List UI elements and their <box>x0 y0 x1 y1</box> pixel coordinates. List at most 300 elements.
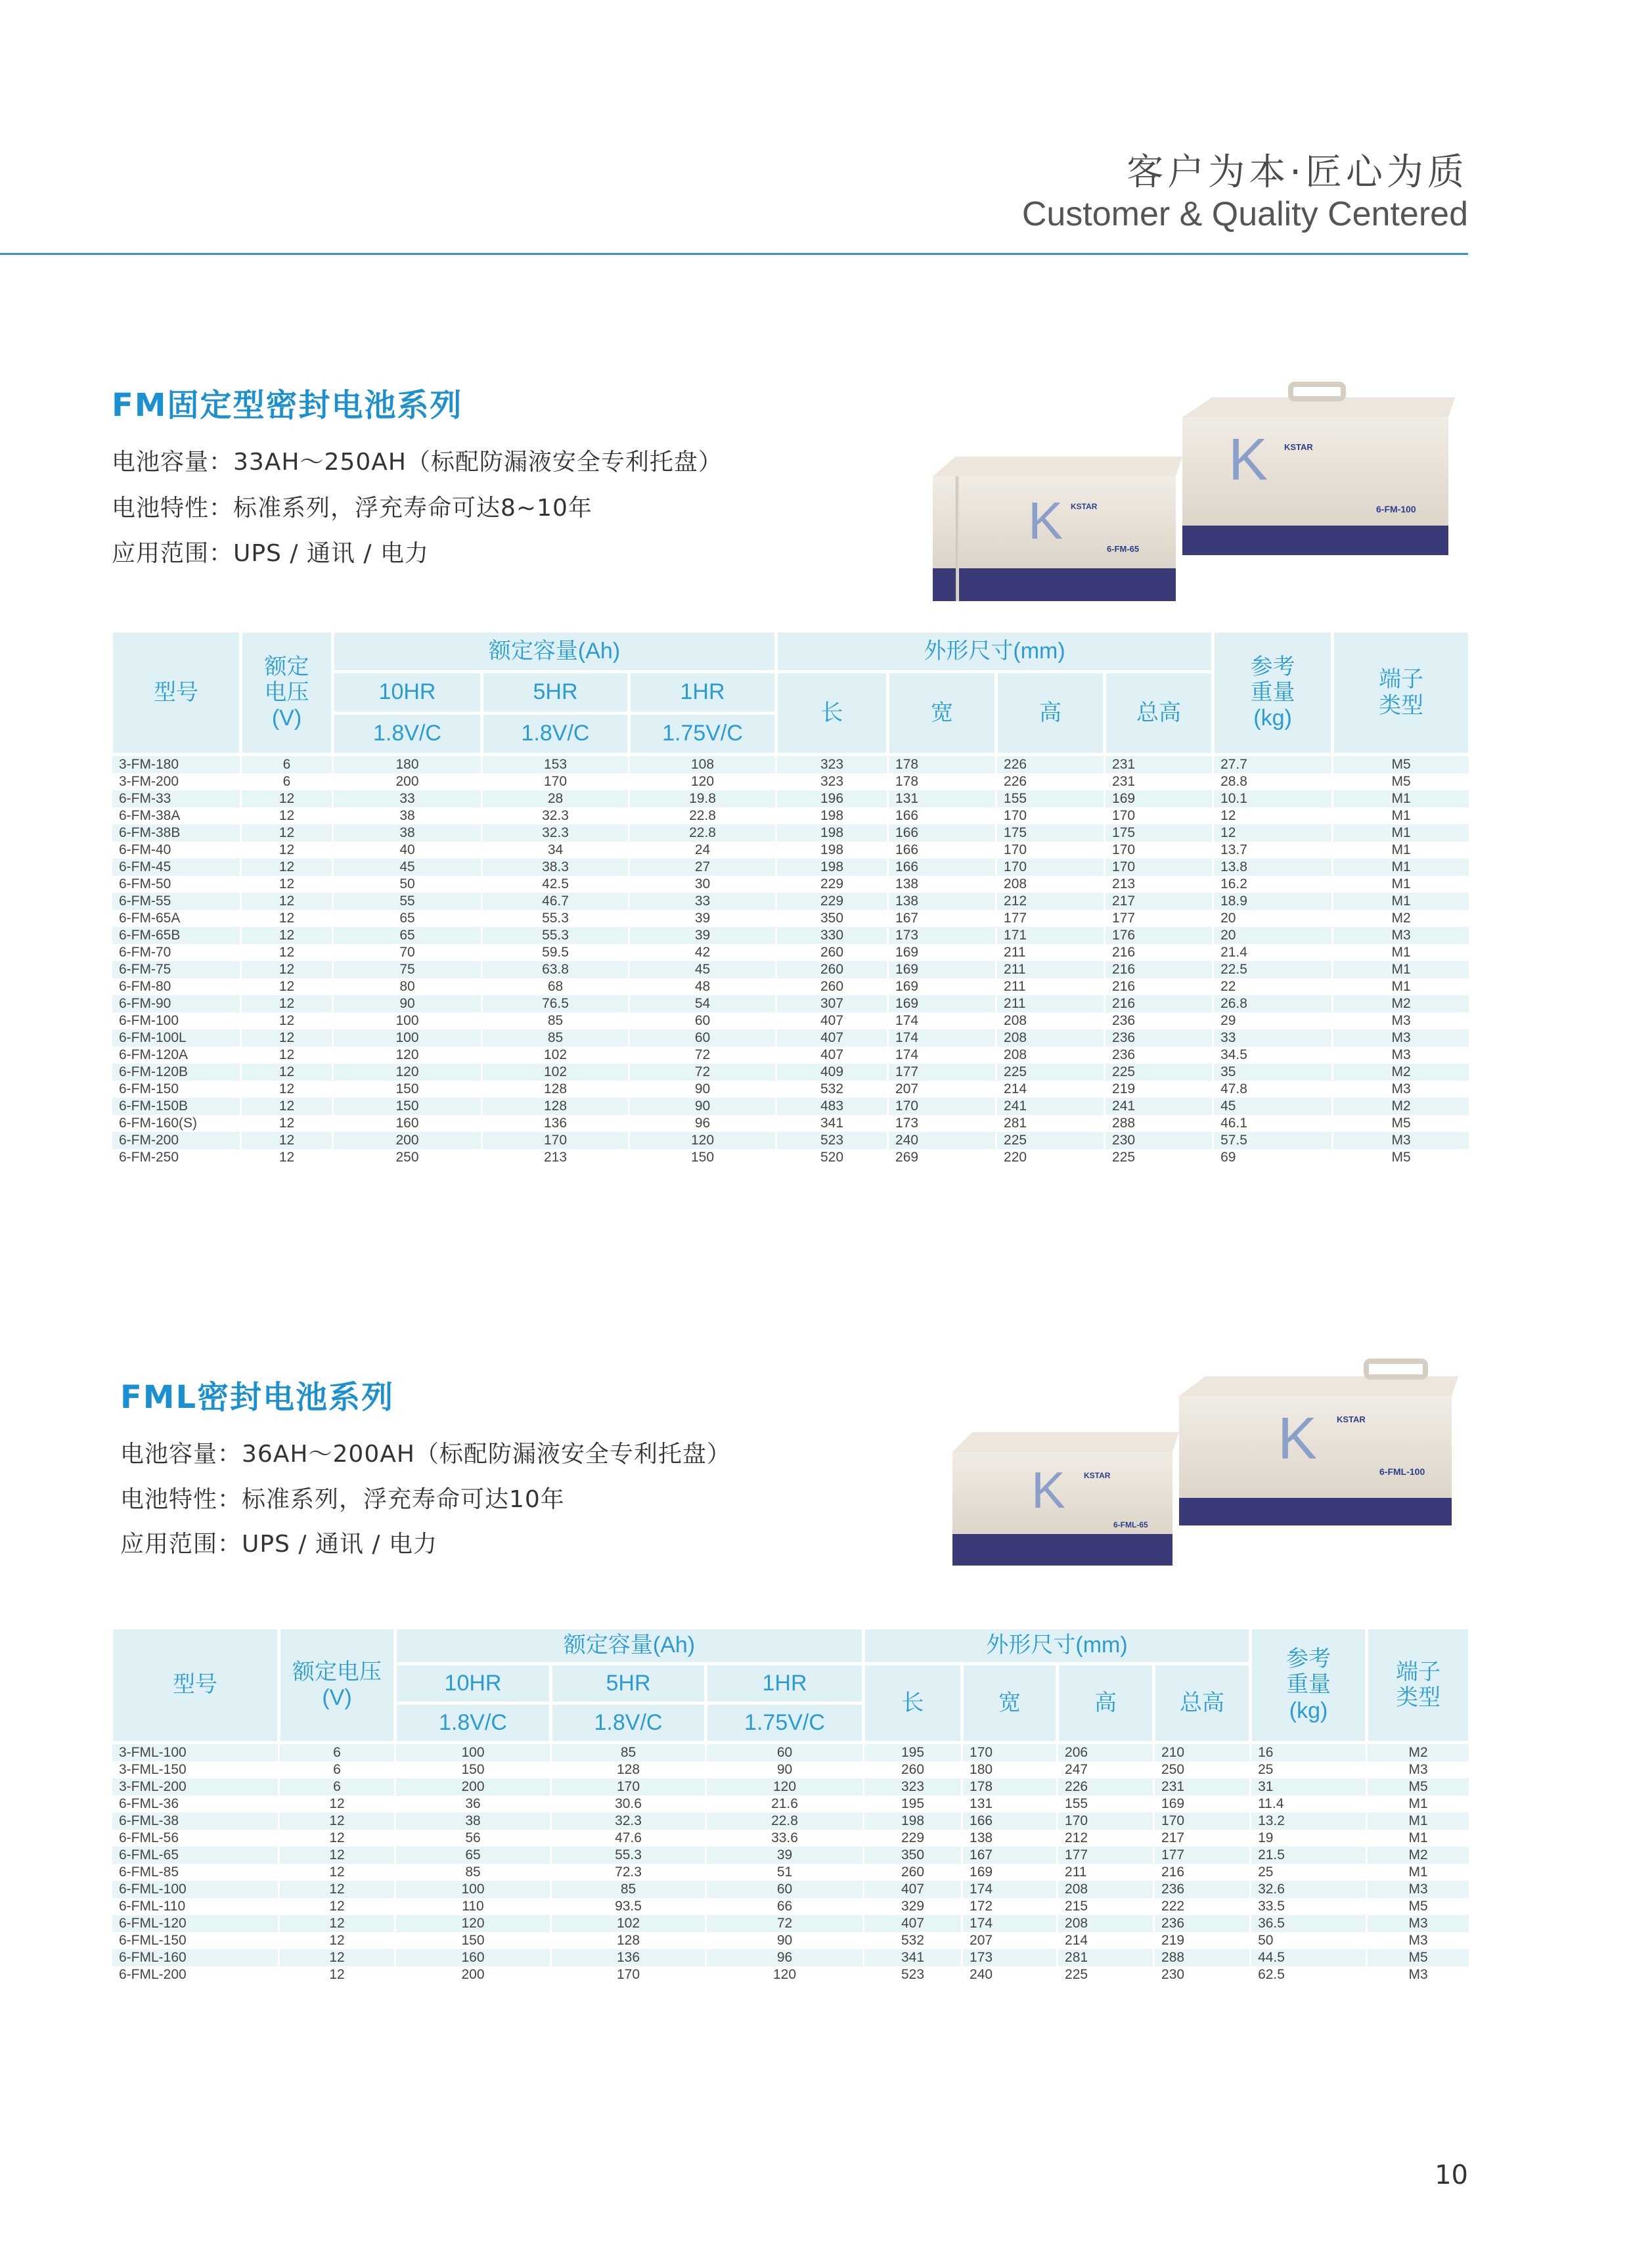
table-cell: 138 <box>888 876 996 893</box>
table-cell: 138 <box>888 893 996 910</box>
table-cell: 6 <box>279 1761 395 1778</box>
table-cell: 215 <box>1058 1898 1154 1915</box>
table-cell: 72 <box>706 1915 864 1932</box>
table-cell: M3 <box>1367 1966 1470 1983</box>
table-cell: M3 <box>1367 1932 1470 1949</box>
table-row <box>112 1081 1470 1098</box>
table-cell: 65 <box>333 910 482 927</box>
table-cell: M5 <box>1333 773 1470 790</box>
table-cell: 6-FML-110 <box>112 1898 279 1915</box>
table-cell: 236 <box>1154 1881 1251 1898</box>
table-cell: 200 <box>333 1132 482 1149</box>
fml-application-text: 应用范围：UPS / 通讯 / 电力 <box>120 1531 437 1558</box>
table-cell: 409 <box>776 1064 888 1081</box>
table-cell: M3 <box>1367 1761 1470 1778</box>
table-cell: 19 <box>1251 1830 1367 1847</box>
table-cell: 12 <box>241 1098 333 1115</box>
table-cell: 136 <box>551 1949 706 1966</box>
col-header-length: 长 <box>864 1664 962 1743</box>
table-cell: 32.3 <box>551 1813 706 1830</box>
table-cell: 288 <box>1154 1949 1251 1966</box>
table-cell: 63.8 <box>482 961 629 978</box>
table-cell: 96 <box>629 1115 776 1132</box>
table-cell: 230 <box>1154 1966 1251 1983</box>
col-header-10hr: 10HR <box>333 672 482 713</box>
table-cell: 120 <box>706 1966 864 1983</box>
table-cell: 12 <box>241 1149 333 1166</box>
table-cell: 211 <box>996 944 1105 961</box>
table-cell: 150 <box>629 1149 776 1166</box>
table-cell: 213 <box>482 1149 629 1166</box>
table-cell: 250 <box>1154 1761 1251 1778</box>
table-cell: 47.8 <box>1213 1081 1333 1098</box>
table-cell: 166 <box>888 807 996 824</box>
table-cell: 13.2 <box>1251 1813 1367 1830</box>
table-cell: 198 <box>776 859 888 876</box>
col-header-10hr-voltage: 1.8V/C <box>333 713 482 755</box>
table-cell: 170 <box>1105 859 1213 876</box>
table-cell: 12 <box>241 790 333 807</box>
table-cell: 12 <box>241 859 333 876</box>
col-header-capacity: 额定容量(Ah) <box>395 1628 864 1664</box>
table-cell: 170 <box>996 842 1105 859</box>
fml-large-model: 6-FML-100 <box>1379 1466 1425 1477</box>
table-row <box>112 1115 1470 1132</box>
table-cell: 206 <box>1058 1743 1154 1762</box>
table-cell: M1 <box>1333 790 1470 807</box>
table-cell: 100 <box>333 1029 482 1047</box>
table-cell: M3 <box>1333 1012 1470 1029</box>
table-cell: 341 <box>864 1949 962 1966</box>
table-cell: 110 <box>395 1898 551 1915</box>
table-cell: 226 <box>1058 1778 1154 1795</box>
table-cell: 6-FML-56 <box>112 1830 279 1847</box>
table-cell: 50 <box>333 876 482 893</box>
table-cell: 96 <box>706 1949 864 1966</box>
table-cell: 68 <box>482 978 629 995</box>
table-row <box>112 1098 1470 1115</box>
table-cell: 50 <box>1251 1932 1367 1949</box>
col-header-total-height: 总高 <box>1154 1664 1251 1743</box>
table-cell: 100 <box>395 1743 551 1762</box>
fml-table-body <box>112 1743 1470 1984</box>
table-cell: 12 <box>1213 807 1333 824</box>
table-cell: M5 <box>1367 1778 1470 1795</box>
table-cell: 211 <box>996 995 1105 1012</box>
fm-small-model: 6-FM-65 <box>1107 544 1140 554</box>
table-row <box>112 1778 1470 1795</box>
table-cell: 175 <box>996 824 1105 842</box>
table-row <box>112 1761 1470 1778</box>
table-cell: 102 <box>482 1064 629 1081</box>
table-cell: 532 <box>864 1932 962 1949</box>
table-cell: 29 <box>1213 1012 1333 1029</box>
header-title-en: Customer & Quality Centered <box>1021 195 1468 233</box>
table-cell: 240 <box>888 1132 996 1149</box>
col-header-5hr: 5HR <box>482 672 629 713</box>
table-cell: 38 <box>333 807 482 824</box>
table-cell: 21.6 <box>706 1795 864 1813</box>
table-cell: M1 <box>1367 1864 1470 1881</box>
table-row <box>112 1149 1470 1166</box>
table-cell: 6-FM-38A <box>112 807 241 824</box>
table-cell: 55 <box>333 893 482 910</box>
col-header-5hr-voltage: 1.8V/C <box>482 713 629 755</box>
table-cell: M1 <box>1333 842 1470 859</box>
table-cell: 3-FM-200 <box>112 773 241 790</box>
fml-feature-text: 电池特性：标准系列，浮充寿命可达10年 <box>120 1486 565 1513</box>
table-cell: M1 <box>1333 893 1470 910</box>
table-cell: 220 <box>996 1149 1105 1166</box>
table-cell: 30.6 <box>551 1795 706 1813</box>
col-header-10hr-voltage: 1.8V/C <box>395 1704 551 1743</box>
table-row <box>112 961 1470 978</box>
table-cell: 42.5 <box>482 876 629 893</box>
table-row <box>112 1915 1470 1932</box>
table-row <box>112 944 1470 961</box>
table-cell: 12 <box>241 842 333 859</box>
table-cell: 155 <box>996 790 1105 807</box>
table-cell: 241 <box>1105 1098 1213 1115</box>
table-cell: 200 <box>333 773 482 790</box>
table-cell: 241 <box>996 1098 1105 1115</box>
table-cell: 532 <box>776 1081 888 1098</box>
fml-capacity-text: 电池容量：36AH～200AH（标配防漏液安全专利托盘） <box>120 1441 731 1468</box>
table-cell: 6-FM-70 <box>112 944 241 961</box>
table-cell: 45 <box>333 859 482 876</box>
col-header-terminal: 端子 类型 <box>1367 1628 1470 1743</box>
table-cell: 38.3 <box>482 859 629 876</box>
table-cell: 70 <box>333 944 482 961</box>
table-cell: M2 <box>1333 995 1470 1012</box>
table-cell: 12 <box>241 824 333 842</box>
col-header-1hr: 1HR <box>706 1664 864 1704</box>
table-cell: 6-FML-100 <box>112 1881 279 1898</box>
table-cell: 6-FM-160(S) <box>112 1115 241 1132</box>
table-cell: 231 <box>1105 773 1213 790</box>
table-cell: 6-FML-36 <box>112 1795 279 1813</box>
table-cell: M1 <box>1333 944 1470 961</box>
header-divider <box>0 253 1468 255</box>
table-cell: 12 <box>241 995 333 1012</box>
table-cell: 6-FML-120 <box>112 1915 279 1932</box>
table-cell: 173 <box>962 1949 1058 1966</box>
table-cell: 225 <box>1105 1149 1213 1166</box>
table-cell: 36.5 <box>1251 1915 1367 1932</box>
table-cell: 169 <box>888 978 996 995</box>
table-cell: 90 <box>333 995 482 1012</box>
table-cell: 65 <box>395 1847 551 1864</box>
table-cell: 198 <box>776 824 888 842</box>
table-cell: 54 <box>629 995 776 1012</box>
table-cell: M1 <box>1333 859 1470 876</box>
col-header-5hr: 5HR <box>551 1664 706 1704</box>
table-cell: 12 <box>279 1898 395 1915</box>
table-cell: 12 <box>279 1932 395 1949</box>
table-cell: 90 <box>629 1098 776 1115</box>
table-cell: 51 <box>706 1864 864 1881</box>
table-cell: 22 <box>1213 978 1333 995</box>
table-cell: M2 <box>1333 1064 1470 1081</box>
table-cell: 12 <box>279 1830 395 1847</box>
col-header-5hr-voltage: 1.8V/C <box>551 1704 706 1743</box>
table-cell: 12 <box>279 1795 395 1813</box>
table-cell: M1 <box>1367 1830 1470 1847</box>
table-cell: 174 <box>962 1915 1058 1932</box>
table-cell: 225 <box>996 1132 1105 1149</box>
table-cell: 59.5 <box>482 944 629 961</box>
table-cell: 208 <box>1058 1915 1154 1932</box>
table-cell: 55.3 <box>551 1847 706 1864</box>
table-cell: 169 <box>1154 1795 1251 1813</box>
table-cell: M1 <box>1333 807 1470 824</box>
table-cell: 12 <box>241 1029 333 1047</box>
table-cell: 6-FM-150 <box>112 1081 241 1098</box>
fm-application-text: 应用范围：UPS / 通讯 / 电力 <box>112 540 429 567</box>
table-cell: 226 <box>996 773 1105 790</box>
table-cell: M1 <box>1333 824 1470 842</box>
table-cell: 6-FM-100L <box>112 1029 241 1047</box>
table-cell: 174 <box>888 1029 996 1047</box>
table-cell: 45 <box>1213 1098 1333 1115</box>
table-cell: 169 <box>1105 790 1213 807</box>
table-cell: 173 <box>888 1115 996 1132</box>
fml-section-title: FML密封电池系列 <box>120 1379 395 1416</box>
table-cell: 219 <box>1154 1932 1251 1949</box>
table-cell: M1 <box>1333 978 1470 995</box>
table-cell: 32.3 <box>482 824 629 842</box>
table-cell: 12 <box>241 876 333 893</box>
table-cell: 120 <box>629 773 776 790</box>
table-cell: 12 <box>241 910 333 927</box>
table-cell: 33.5 <box>1251 1898 1367 1915</box>
table-cell: 210 <box>1154 1743 1251 1762</box>
table-cell: 3-FM-180 <box>112 755 241 774</box>
table-cell: 6-FML-38 <box>112 1813 279 1830</box>
fm-table-body <box>112 755 1470 1167</box>
table-cell: 55.3 <box>482 910 629 927</box>
col-header-terminal: 端子 类型 <box>1333 631 1470 755</box>
table-cell: 523 <box>776 1132 888 1149</box>
table-cell: 247 <box>1058 1761 1154 1778</box>
table-cell: 6-FML-65 <box>112 1847 279 1864</box>
table-cell: 170 <box>551 1966 706 1983</box>
table-cell: M5 <box>1367 1949 1470 1966</box>
table-cell: 483 <box>776 1098 888 1115</box>
table-cell: 12 <box>279 1915 395 1932</box>
table-cell: 120 <box>629 1132 776 1149</box>
table-cell: 21.5 <box>1251 1847 1367 1864</box>
table-cell: 6 <box>241 755 333 774</box>
table-cell: 407 <box>864 1915 962 1932</box>
table-cell: 46.7 <box>482 893 629 910</box>
table-cell: 11.4 <box>1251 1795 1367 1813</box>
table-cell: 174 <box>888 1012 996 1029</box>
table-cell: 6-FM-120B <box>112 1064 241 1081</box>
table-cell: 170 <box>996 859 1105 876</box>
table-cell: 12 <box>279 1813 395 1830</box>
table-cell: 229 <box>776 876 888 893</box>
table-row <box>112 1047 1470 1064</box>
fm-section-title: FM固定型密封电池系列 <box>112 387 463 424</box>
table-cell: 216 <box>1105 978 1213 995</box>
table-cell: 171 <box>996 927 1105 944</box>
table-cell: 169 <box>888 961 996 978</box>
table-cell: 177 <box>888 1064 996 1081</box>
table-cell: 34 <box>482 842 629 859</box>
table-cell: 196 <box>776 790 888 807</box>
table-cell: 131 <box>962 1795 1058 1813</box>
table-cell: 20 <box>1213 927 1333 944</box>
table-cell: 236 <box>1105 1029 1213 1047</box>
table-cell: 120 <box>333 1064 482 1081</box>
table-cell: 32.6 <box>1251 1881 1367 1898</box>
table-cell: 76.5 <box>482 995 629 1012</box>
table-cell: M2 <box>1333 1098 1470 1115</box>
table-cell: 3-FML-150 <box>112 1761 279 1778</box>
table-cell: 10.1 <box>1213 790 1333 807</box>
fm-small-brand: KSTAR <box>1071 502 1098 511</box>
table-cell: 48 <box>629 978 776 995</box>
table-cell: 150 <box>333 1081 482 1098</box>
table-cell: 350 <box>864 1847 962 1864</box>
table-cell: 207 <box>962 1932 1058 1949</box>
table-cell: M3 <box>1333 927 1470 944</box>
table-row <box>112 1932 1470 1949</box>
table-cell: 216 <box>1105 995 1213 1012</box>
table-cell: 6-FML-200 <box>112 1966 279 1983</box>
fm-battery-image <box>929 378 1468 627</box>
table-cell: 269 <box>888 1149 996 1166</box>
table-cell: 160 <box>333 1115 482 1132</box>
table-cell: 6-FM-250 <box>112 1149 241 1166</box>
table-cell: 217 <box>1154 1830 1251 1847</box>
table-cell: 6-FM-90 <box>112 995 241 1012</box>
table-cell: M5 <box>1333 1149 1470 1166</box>
table-cell: 72 <box>629 1047 776 1064</box>
table-cell: 407 <box>776 1012 888 1029</box>
table-cell: 12 <box>241 1132 333 1149</box>
table-cell: 85 <box>482 1029 629 1047</box>
table-cell: 323 <box>864 1778 962 1795</box>
table-row <box>112 927 1470 944</box>
table-row <box>112 773 1470 790</box>
table-cell: 229 <box>864 1830 962 1847</box>
table-cell: 22.8 <box>629 824 776 842</box>
table-cell: 6-FM-55 <box>112 893 241 910</box>
table-cell: 100 <box>395 1881 551 1898</box>
table-cell: 219 <box>1105 1081 1213 1098</box>
table-cell: 211 <box>1058 1864 1154 1881</box>
table-row <box>112 755 1470 774</box>
table-cell: 108 <box>629 755 776 774</box>
table-cell: 22.5 <box>1213 961 1333 978</box>
table-cell: 174 <box>888 1047 996 1064</box>
col-header-weight: 参考 重量 (kg) <box>1251 1628 1367 1743</box>
table-cell: 16.2 <box>1213 876 1333 893</box>
col-header-weight: 参考 重量 (kg) <box>1213 631 1333 755</box>
table-cell: 12 <box>1213 824 1333 842</box>
table-cell: 166 <box>888 842 996 859</box>
table-row <box>112 1830 1470 1847</box>
table-row <box>112 1132 1470 1149</box>
table-cell: 236 <box>1105 1012 1213 1029</box>
table-cell: 12 <box>279 1847 395 1864</box>
table-cell: 13.7 <box>1213 842 1333 859</box>
col-header-height: 高 <box>996 672 1105 755</box>
table-cell: 231 <box>1154 1778 1251 1795</box>
table-cell: 170 <box>1105 807 1213 824</box>
table-cell: 170 <box>482 1132 629 1149</box>
table-cell: 128 <box>482 1081 629 1098</box>
table-cell: 260 <box>776 978 888 995</box>
table-cell: 56 <box>395 1830 551 1847</box>
table-cell: 6-FM-80 <box>112 978 241 995</box>
table-row <box>112 1743 1470 1762</box>
table-row <box>112 995 1470 1012</box>
table-cell: 281 <box>996 1115 1105 1132</box>
col-header-voltage: 额定电压 (V) <box>279 1628 395 1743</box>
table-cell: 85 <box>395 1864 551 1881</box>
table-cell: M2 <box>1367 1743 1470 1762</box>
table-cell: 6 <box>279 1743 395 1762</box>
table-cell: 39 <box>629 927 776 944</box>
table-cell: 229 <box>776 893 888 910</box>
table-row <box>112 790 1470 807</box>
table-cell: 260 <box>776 961 888 978</box>
table-cell: 120 <box>706 1778 864 1795</box>
table-cell: 22.8 <box>706 1813 864 1830</box>
table-cell: 30 <box>629 876 776 893</box>
table-cell: 177 <box>996 910 1105 927</box>
col-header-dimensions: 外形尺寸(mm) <box>864 1628 1251 1664</box>
table-cell: 153 <box>482 755 629 774</box>
table-cell: 216 <box>1105 961 1213 978</box>
table-cell: 240 <box>962 1966 1058 1983</box>
table-cell: 44.5 <box>1251 1949 1367 1966</box>
fml-large-brand: KSTAR <box>1337 1414 1366 1424</box>
table-cell: 35 <box>1213 1064 1333 1081</box>
table-cell: 198 <box>776 842 888 859</box>
table-cell: 3-FML-200 <box>112 1778 279 1795</box>
table-cell: 45 <box>629 961 776 978</box>
table-cell: 12 <box>241 893 333 910</box>
table-cell: 128 <box>551 1761 706 1778</box>
table-cell: M3 <box>1333 1132 1470 1149</box>
table-cell: 47.6 <box>551 1830 706 1847</box>
table-cell: 12 <box>241 1047 333 1064</box>
table-cell: M3 <box>1333 1081 1470 1098</box>
table-cell: 27 <box>629 859 776 876</box>
table-cell: 12 <box>241 807 333 824</box>
table-cell: 12 <box>241 1115 333 1132</box>
table-cell: 60 <box>629 1012 776 1029</box>
table-cell: 85 <box>551 1743 706 1762</box>
table-cell: M5 <box>1333 755 1470 774</box>
table-row <box>112 1847 1470 1864</box>
table-row <box>112 859 1470 876</box>
table-cell: 217 <box>1105 893 1213 910</box>
col-header-model: 型号 <box>112 1628 279 1743</box>
table-cell: 172 <box>962 1898 1058 1915</box>
table-cell: 177 <box>1154 1847 1251 1864</box>
table-cell: 150 <box>395 1761 551 1778</box>
table-cell: 12 <box>279 1881 395 1898</box>
table-cell: 6-FM-150B <box>112 1098 241 1115</box>
table-cell: 66 <box>706 1898 864 1915</box>
table-cell: 6-FM-100 <box>112 1012 241 1029</box>
table-cell: 211 <box>996 978 1105 995</box>
